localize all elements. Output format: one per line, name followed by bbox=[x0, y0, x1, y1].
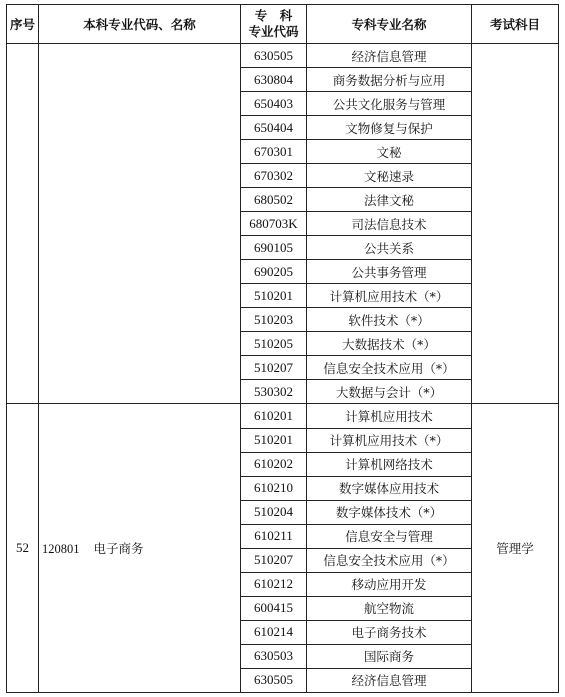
undergrad-major-name: 电子商务 bbox=[93, 541, 144, 557]
college-name-cell: 公共事务管理 bbox=[307, 260, 472, 284]
college-name-cell: 计算机应用技术（*） bbox=[307, 428, 472, 452]
college-name-cell: 计算机网络技术 bbox=[307, 452, 472, 476]
header-exam-subject: 考试科目 bbox=[472, 5, 559, 44]
college-name-cell: 商务数据分析与应用 bbox=[307, 68, 472, 92]
college-code-cell: 610210 bbox=[241, 476, 307, 500]
college-code-cell: 670301 bbox=[241, 140, 307, 164]
college-code-cell: 690205 bbox=[241, 260, 307, 284]
college-name-cell: 计算机应用技术（*） bbox=[307, 284, 472, 308]
college-code-cell: 630804 bbox=[241, 68, 307, 92]
college-code-cell: 610212 bbox=[241, 572, 307, 596]
college-name-cell: 信息安全与管理 bbox=[307, 524, 472, 548]
header-row bbox=[7, 5, 559, 44]
header-college-code bbox=[241, 5, 307, 44]
subject-cell-empty bbox=[472, 44, 559, 404]
college-code-cell: 510207 bbox=[241, 548, 307, 572]
college-code-cell: 510201 bbox=[241, 428, 307, 452]
college-name-cell: 大数据技术（*） bbox=[307, 332, 472, 356]
college-code-cell: 630505 bbox=[241, 668, 307, 692]
college-code-cell: 530302 bbox=[241, 380, 307, 404]
college-code-cell: 510204 bbox=[241, 500, 307, 524]
header-seq: 序号 bbox=[7, 5, 39, 44]
college-name-cell: 公共关系 bbox=[307, 236, 472, 260]
header-code-line1: 专 科 bbox=[254, 8, 293, 23]
college-code-cell: 630505 bbox=[241, 44, 307, 68]
college-name-cell: 公共文化服务与管理 bbox=[307, 92, 472, 116]
college-name-cell: 文秘 bbox=[307, 140, 472, 164]
college-name-cell: 信息安全技术应用（*） bbox=[307, 548, 472, 572]
college-name-cell: 移动应用开发 bbox=[307, 572, 472, 596]
college-code-cell: 610211 bbox=[241, 524, 307, 548]
major-table bbox=[6, 4, 559, 693]
college-name-cell: 数字媒体应用技术 bbox=[307, 476, 472, 500]
college-code-cell: 650403 bbox=[241, 92, 307, 116]
college-code-cell: 680703K bbox=[241, 212, 307, 236]
college-name-cell: 文物修复与保护 bbox=[307, 116, 472, 140]
college-name-cell: 电子商务技术 bbox=[307, 620, 472, 644]
college-name-cell: 数字媒体技术（*） bbox=[307, 500, 472, 524]
college-code-cell: 510201 bbox=[241, 284, 307, 308]
college-name-cell: 软件技术（*） bbox=[307, 308, 472, 332]
college-code-cell: 670302 bbox=[241, 164, 307, 188]
table-row bbox=[7, 44, 559, 68]
exam-subject-cell: 管理学 bbox=[472, 404, 559, 693]
college-code-cell: 630503 bbox=[241, 644, 307, 668]
header-college-name: 专科专业名称 bbox=[307, 5, 472, 44]
college-code-cell: 510207 bbox=[241, 356, 307, 380]
college-name-cell: 航空物流 bbox=[307, 596, 472, 620]
college-code-cell: 650404 bbox=[241, 116, 307, 140]
college-name-cell: 法律文秘 bbox=[307, 188, 472, 212]
header-code-line2: 专业代码 bbox=[248, 24, 299, 39]
undergrad-cell-empty bbox=[39, 44, 241, 404]
seq-cell-empty bbox=[7, 44, 39, 404]
college-code-cell: 510203 bbox=[241, 308, 307, 332]
undergrad-major-code: 120801 bbox=[42, 542, 80, 557]
college-name-cell: 文秘速录 bbox=[307, 164, 472, 188]
college-name-cell: 经济信息管理 bbox=[307, 44, 472, 68]
college-code-cell: 680502 bbox=[241, 188, 307, 212]
college-code-cell: 610202 bbox=[241, 452, 307, 476]
college-name-cell: 国际商务 bbox=[307, 644, 472, 668]
college-name-cell: 大数据与会计（*） bbox=[307, 380, 472, 404]
college-name-cell: 信息安全技术应用（*） bbox=[307, 356, 472, 380]
college-code-cell: 610201 bbox=[241, 404, 307, 428]
undergrad-major-cell bbox=[39, 404, 241, 693]
college-name-cell: 司法信息技术 bbox=[307, 212, 472, 236]
header-undergrad-major: 本科专业代码、名称 bbox=[39, 5, 241, 44]
college-code-cell: 510205 bbox=[241, 332, 307, 356]
college-name-cell: 计算机应用技术 bbox=[307, 404, 472, 428]
college-code-cell: 610214 bbox=[241, 620, 307, 644]
table-row bbox=[7, 404, 559, 428]
college-code-cell: 600415 bbox=[241, 596, 307, 620]
seq-cell: 52 bbox=[7, 404, 39, 693]
college-name-cell: 经济信息管理 bbox=[307, 668, 472, 692]
college-code-cell: 690105 bbox=[241, 236, 307, 260]
